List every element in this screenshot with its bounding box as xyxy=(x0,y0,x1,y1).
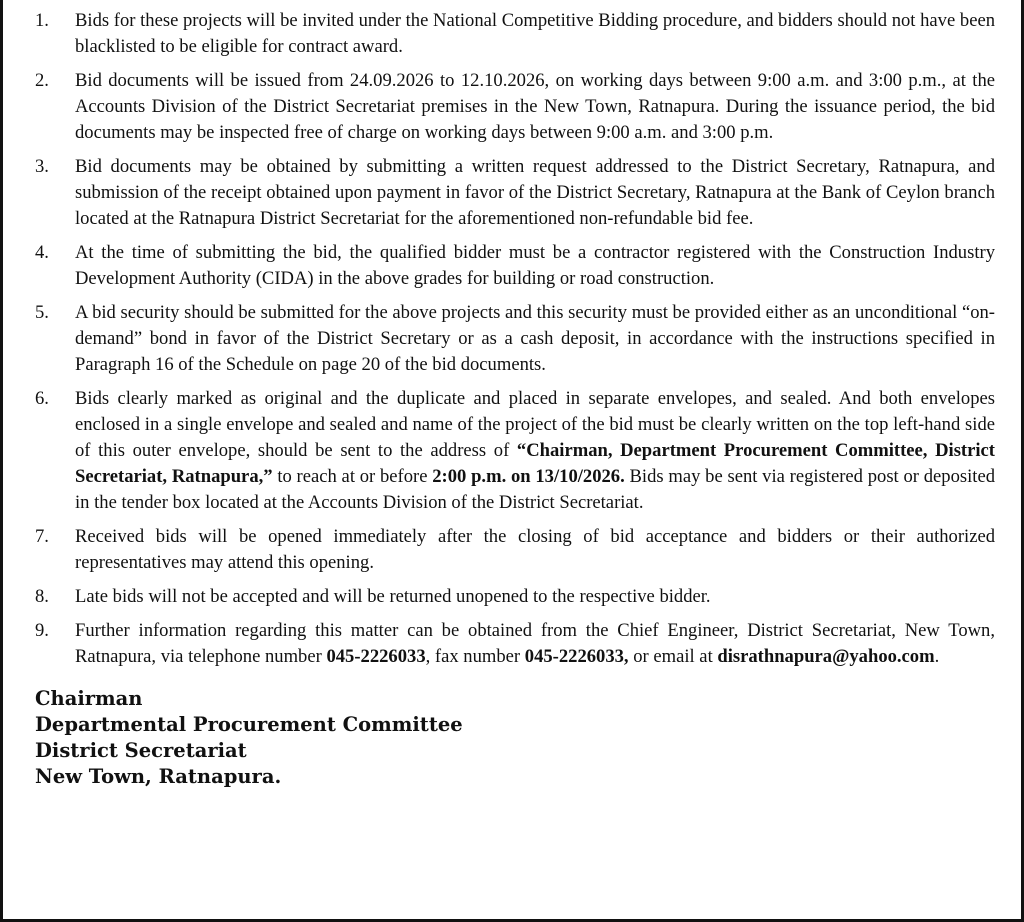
clause-number: 7. xyxy=(35,526,49,547)
clause-item xyxy=(35,524,995,576)
clause-segment: Late bids will not be accepted and will be returned unopened to the respective bidder. xyxy=(75,586,711,607)
clause-segment: At the time of submitting the bid, the qualified bidder must be a contractor registered with the Construction Industry Development Authority (CIDA) in the above grades for building or road construction. xyxy=(75,242,995,289)
clause-number: 6. xyxy=(35,388,49,409)
clause-item xyxy=(35,154,995,232)
clause-number: 2. xyxy=(35,70,49,91)
clause-emphasis: disrathnapura@yahoo.com xyxy=(717,646,935,667)
clause-number: 1. xyxy=(35,10,49,31)
clause-text xyxy=(75,68,995,146)
clause-emphasis: 045-2226033 xyxy=(326,646,426,667)
clause-number: 4. xyxy=(35,242,49,263)
clause-item xyxy=(35,584,995,610)
clause-number: 9. xyxy=(35,620,49,641)
clause-emphasis: “Chairman, Department Procurement Committee, District Secretariat, Ratnapura,” xyxy=(75,440,995,487)
clause-segment: Bids may be sent via registered post or deposited in the tender box located at the Accounts Division of the District Secretariat. xyxy=(75,466,995,513)
clause-segment: , fax number xyxy=(425,646,525,667)
signature-block xyxy=(35,686,995,790)
clause-text xyxy=(75,300,995,378)
clause-text xyxy=(75,524,995,576)
clause-item xyxy=(35,300,995,378)
clause-segment: Bids clearly marked as original and the duplicate and placed in separate envelopes, and sealed. And both envelopes enclosed in a single envelope and sealed and name of the project of the bid must be clearly written on the top left-hand side of this outer envelope, should be sent to the address of xyxy=(75,388,995,461)
signature-committee: Departmental Procurement Committee xyxy=(35,713,463,736)
clause-segment: Bids for these projects will be invited under the National Competitive Bidding procedure, and bidders should not have been blacklisted to be eligible for contract award. xyxy=(75,10,995,57)
clause-text xyxy=(75,584,995,610)
clause-text xyxy=(75,618,995,670)
clause-number: 8. xyxy=(35,586,49,607)
signature-title: Chairman xyxy=(35,687,143,710)
clause-emphasis: 2:00 p.m. on 13/10/2026. xyxy=(432,466,625,487)
clause-item xyxy=(35,386,995,516)
clause-segment: to reach at or before xyxy=(272,466,433,487)
clause-text xyxy=(75,154,995,232)
clause-number: 3. xyxy=(35,156,49,177)
clause-item xyxy=(35,618,995,670)
clause-number: 5. xyxy=(35,302,49,323)
clause-text xyxy=(75,386,995,516)
clause-item xyxy=(35,8,995,60)
clause-text xyxy=(75,8,995,60)
signature-location: New Town, Ratnapura. xyxy=(35,765,282,788)
clause-segment: or email at xyxy=(628,646,718,667)
clause-segment: Bid documents will be issued from 24.09.2026 to 12.10.2026, on working days between 9:00 a.m. and 3:00 p.m., at the Accounts Division of the District Secretariat premises in the New Town, Ratnapura. During the issuance period, the bid documents may be inspected free of charge on working days between 9:00 a.m. and 3:00 p.m. xyxy=(75,70,995,143)
signature-office: District Secretariat xyxy=(35,739,247,762)
clause-emphasis: 045-2226033, xyxy=(524,646,629,667)
clause-segment: A bid security should be submitted for the above projects and this security must be provided either as an unconditional “on-demand” bond in favor of the District Secretary or as a cash deposit, in accordance with the instructions specified in Paragraph 16 of the Schedule on page 20 of the bid documents. xyxy=(75,302,995,375)
clause-item xyxy=(35,68,995,146)
clause-segment: Further information regarding this matter can be obtained from the Chief Engineer, District Secretariat, New Town, Ratnapura, via telephone number xyxy=(75,620,995,667)
clause-list xyxy=(35,8,995,670)
clause-segment: . xyxy=(934,646,940,667)
clause-segment: Bid documents may be obtained by submitting a written request addressed to the District Secretary, Ratnapura, and submission of the receipt obtained upon payment in favor of the District Secretary, Ratnapura at the Bank of Ceylon branch located at the Ratnapura District Secretariat for the aforementioned non-refundable bid fee. xyxy=(75,156,995,229)
clause-text xyxy=(75,240,995,292)
clause-item xyxy=(35,240,995,292)
clause-segment: Received bids will be opened immediately after the closing of bid acceptance and bidders or their authorized representatives may attend this opening. xyxy=(75,526,995,573)
